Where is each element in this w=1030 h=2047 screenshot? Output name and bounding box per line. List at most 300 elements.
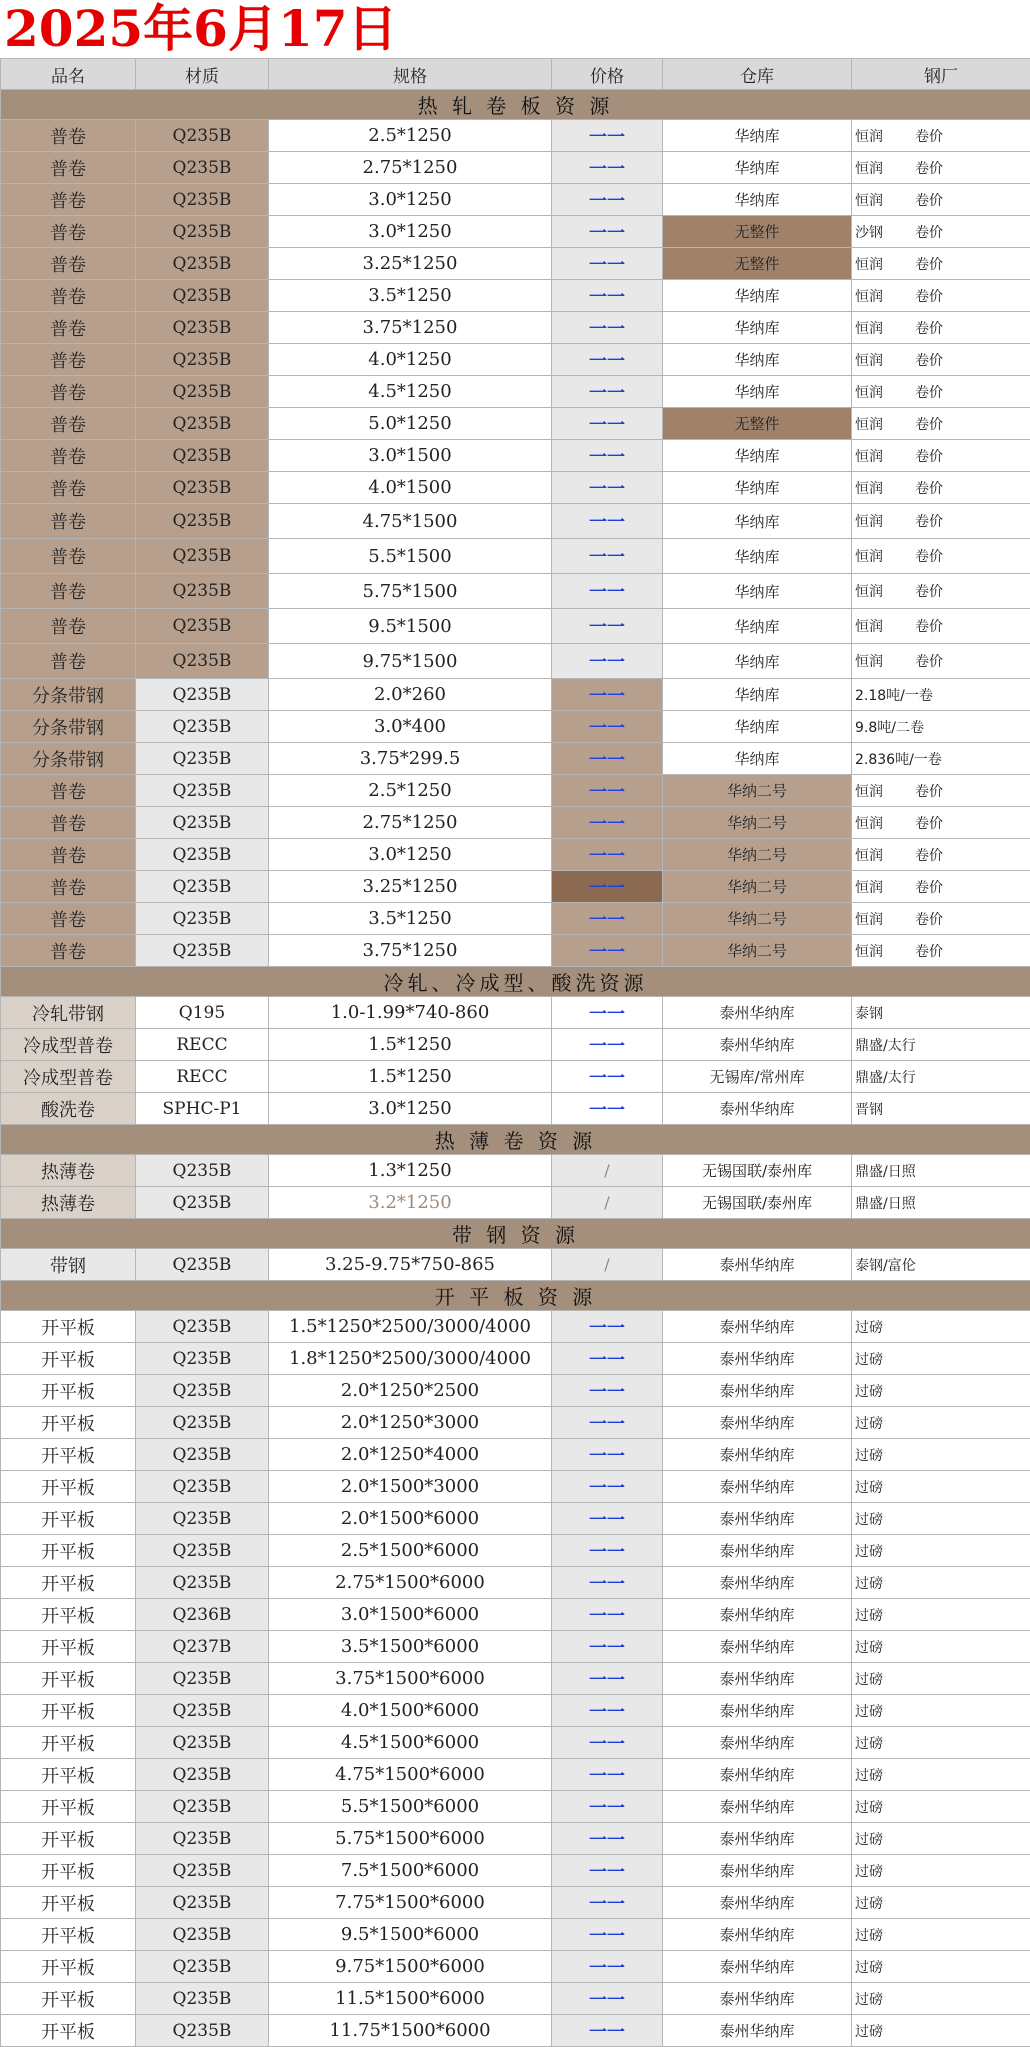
steel-mill-name: 过磅 [855, 1989, 915, 2009]
product-name-cell: 普卷 [1, 152, 136, 184]
material-cell: Q235B [136, 1471, 269, 1503]
warehouse-cell: 华纳库 [663, 184, 852, 216]
table-row [1, 679, 1030, 711]
product-name-cell: 普卷 [1, 216, 136, 248]
material-cell: Q235B [136, 1727, 269, 1759]
table-body [1, 59, 1030, 2047]
price-type-note: 卷价 [915, 880, 943, 896]
product-name-cell: 普卷 [1, 775, 136, 807]
table-row [1, 1375, 1030, 1407]
price-type-note: 卷价 [915, 514, 943, 530]
specification-cell: 3.25-9.75*750-865 [269, 1249, 552, 1281]
material-cell: Q235B [136, 574, 269, 609]
table-row [1, 440, 1030, 472]
warehouse-cell: 华纳库 [663, 152, 852, 184]
product-name-cell: 开平板 [1, 1855, 136, 1887]
steel-mill-cell [852, 574, 1030, 609]
warehouse-cell: 华纳库 [663, 743, 852, 775]
material-cell: Q235B [136, 807, 269, 839]
price-cell: 一一 [552, 935, 663, 967]
steel-mill-name: 过磅 [855, 1925, 915, 1945]
material-cell: Q235B [136, 472, 269, 504]
product-name-cell: 开平板 [1, 1919, 136, 1951]
steel-mill-cell [852, 1535, 1030, 1567]
steel-mill-cell [852, 679, 1030, 711]
table-row [1, 376, 1030, 408]
price-cell: 一一 [552, 344, 663, 376]
price-cell: 一一 [552, 997, 663, 1029]
price-cell: 一一 [552, 1983, 663, 2015]
warehouse-cell: 泰州华纳库 [663, 1663, 852, 1695]
price-cell: 一一 [552, 903, 663, 935]
price-cell: 一一 [552, 1823, 663, 1855]
material-cell: Q235B [136, 903, 269, 935]
price-cell: 一一 [552, 1535, 663, 1567]
steel-mill-name: 恒润 [855, 877, 915, 897]
product-name-cell: 开平板 [1, 1439, 136, 1471]
material-cell: Q235B [136, 679, 269, 711]
specification-cell: 3.0*1500 [269, 440, 552, 472]
warehouse-cell: 华纳库 [663, 344, 852, 376]
product-name-cell: 热薄卷 [1, 1187, 136, 1219]
warehouse-cell: 华纳二号 [663, 871, 852, 903]
steel-mill-cell [852, 1599, 1030, 1631]
product-name-cell: 开平板 [1, 1599, 136, 1631]
table-row [1, 312, 1030, 344]
specification-cell: 3.5*1250 [269, 280, 552, 312]
steel-mill-cell [852, 440, 1030, 472]
section-header-row [1, 1281, 1030, 1311]
steel-mill-cell [852, 184, 1030, 216]
warehouse-cell: 华纳二号 [663, 807, 852, 839]
steel-mill-cell [852, 248, 1030, 280]
product-name-cell: 酸洗卷 [1, 1093, 136, 1125]
price-type-note: 卷价 [915, 353, 943, 369]
price-type-note: 卷价 [915, 225, 943, 241]
table-row [1, 1093, 1030, 1125]
material-cell: Q235B [136, 839, 269, 871]
price-type-note: 卷价 [915, 584, 943, 600]
steel-mill-cell [852, 1155, 1030, 1187]
steel-mill-name: 过磅 [855, 1541, 915, 1561]
steel-mill-cell [852, 1439, 1030, 1471]
table-row [1, 1823, 1030, 1855]
material-cell: SPHC-P1 [136, 1093, 269, 1125]
steel-mill-name: 2.836吨/一卷 [855, 749, 915, 769]
price-cell: 一一 [552, 1791, 663, 1823]
material-cell: Q235B [136, 1759, 269, 1791]
warehouse-cell: 泰州华纳库 [663, 1631, 852, 1663]
warehouse-cell: 泰州华纳库 [663, 1471, 852, 1503]
price-cell: 一一 [552, 539, 663, 574]
warehouse-cell: 无锡国联/泰州库 [663, 1187, 852, 1219]
table-row [1, 903, 1030, 935]
steel-mill-cell [852, 539, 1030, 574]
price-cell: 一一 [552, 1631, 663, 1663]
material-cell: Q235B [136, 609, 269, 644]
price-cell: 一一 [552, 711, 663, 743]
price-cell: 一一 [552, 248, 663, 280]
steel-mill-cell [852, 644, 1030, 679]
table-row [1, 743, 1030, 775]
table-row [1, 839, 1030, 871]
product-name-cell: 开平板 [1, 1311, 136, 1343]
steel-mill-name: 恒润 [855, 126, 915, 146]
price-cell: 一一 [552, 120, 663, 152]
specification-cell: 3.5*1250 [269, 903, 552, 935]
steel-mill-name: 过磅 [855, 1381, 915, 1401]
steel-mill-name: 过磅 [855, 1413, 915, 1433]
price-cell: 一一 [552, 1887, 663, 1919]
price-cell: / [552, 1249, 663, 1281]
steel-mill-name: 恒润 [855, 813, 915, 833]
table-row [1, 1535, 1030, 1567]
steel-mill-name: 恒润 [855, 616, 915, 636]
steel-mill-cell [852, 1695, 1030, 1727]
price-cell: 一一 [552, 1759, 663, 1791]
specification-cell: 2.0*1250*3000 [269, 1407, 552, 1439]
price-cell: 一一 [552, 644, 663, 679]
specification-cell: 9.5*1500*6000 [269, 1919, 552, 1951]
steel-mill-name: 2.18吨/一卷 [855, 685, 915, 705]
specification-cell: 3.0*1250 [269, 184, 552, 216]
product-name-cell: 开平板 [1, 1503, 136, 1535]
material-cell: Q235B [136, 1663, 269, 1695]
material-cell: Q235B [136, 280, 269, 312]
specification-cell: 1.5*1250*2500/3000/4000 [269, 1311, 552, 1343]
table-row [1, 1599, 1030, 1631]
product-name-cell: 冷成型普卷 [1, 1061, 136, 1093]
specification-cell: 4.5*1500*6000 [269, 1727, 552, 1759]
steel-mill-cell [852, 1471, 1030, 1503]
material-cell: Q235B [136, 152, 269, 184]
steel-mill-name: 恒润 [855, 581, 915, 601]
product-name-cell: 普卷 [1, 807, 136, 839]
specification-cell: 3.0*1250 [269, 216, 552, 248]
table-row [1, 1631, 1030, 1663]
warehouse-cell: 泰州华纳库 [663, 1599, 852, 1631]
material-cell: Q235B [136, 248, 269, 280]
specification-cell: 3.0*1250 [269, 1093, 552, 1125]
material-cell: Q235B [136, 1791, 269, 1823]
warehouse-cell: 华纳库 [663, 711, 852, 743]
price-cell: 一一 [552, 152, 663, 184]
specification-cell: 3.25*1250 [269, 871, 552, 903]
steel-mill-name: 过磅 [855, 1445, 915, 1465]
price-cell: 一一 [552, 1311, 663, 1343]
steel-mill-name: 恒润 [855, 446, 915, 466]
steel-mill-cell [852, 1663, 1030, 1695]
table-row [1, 609, 1030, 644]
warehouse-cell: 华纳二号 [663, 903, 852, 935]
product-name-cell: 普卷 [1, 935, 136, 967]
material-cell: Q235B [136, 344, 269, 376]
specification-cell: 1.5*1250 [269, 1029, 552, 1061]
specification-cell: 1.3*1250 [269, 1155, 552, 1187]
steel-mill-name: 沙钢 [855, 222, 915, 242]
steel-mill-name: 泰钢 [855, 1003, 915, 1023]
product-name-cell: 普卷 [1, 472, 136, 504]
warehouse-cell: 华纳库 [663, 472, 852, 504]
product-name-cell: 开平板 [1, 1375, 136, 1407]
price-type-note: 卷价 [915, 654, 943, 670]
price-cell: 一一 [552, 743, 663, 775]
header-price: 价格 [552, 59, 663, 90]
price-cell: 一一 [552, 1029, 663, 1061]
product-name-cell: 开平板 [1, 1567, 136, 1599]
table-row [1, 1759, 1030, 1791]
material-cell: Q235B [136, 184, 269, 216]
product-name-cell: 普卷 [1, 344, 136, 376]
product-name-cell: 分条带钢 [1, 711, 136, 743]
price-cell: 一一 [552, 376, 663, 408]
section-header-row [1, 1219, 1030, 1249]
material-cell: Q235B [136, 539, 269, 574]
steel-mill-cell [852, 504, 1030, 539]
table-row [1, 1061, 1030, 1093]
steel-mill-name: 恒润 [855, 286, 915, 306]
price-type-note: 卷价 [915, 161, 943, 177]
material-cell: Q235B [136, 1567, 269, 1599]
section-title: 冷轧、冷成型、酸洗资源 [1, 967, 1030, 997]
header-material: 材质 [136, 59, 269, 90]
material-cell: Q235B [136, 1311, 269, 1343]
steel-mill-name: 过磅 [855, 1669, 915, 1689]
product-name-cell: 带钢 [1, 1249, 136, 1281]
warehouse-cell: 泰州华纳库 [663, 1855, 852, 1887]
product-name-cell: 普卷 [1, 609, 136, 644]
steel-mill-name: 鼎盛/太行 [855, 1035, 915, 1055]
specification-cell: 2.5*1500*6000 [269, 1535, 552, 1567]
section-header-row [1, 90, 1030, 120]
header-warehouse: 仓库 [663, 59, 852, 90]
warehouse-cell: 泰州华纳库 [663, 1407, 852, 1439]
steel-mill-cell [852, 871, 1030, 903]
specification-cell: 1.0-1.99*740-860 [269, 997, 552, 1029]
material-cell: Q235B [136, 1343, 269, 1375]
table-row [1, 775, 1030, 807]
table-row [1, 1471, 1030, 1503]
steel-mill-name: 过磅 [855, 1605, 915, 1625]
steel-mill-name: 过磅 [855, 2021, 915, 2041]
product-name-cell: 普卷 [1, 504, 136, 539]
product-name-cell: 普卷 [1, 574, 136, 609]
specification-cell: 2.0*1500*3000 [269, 1471, 552, 1503]
steel-mill-name: 恒润 [855, 414, 915, 434]
price-cell: 一一 [552, 1951, 663, 1983]
steel-mill-cell [852, 997, 1030, 1029]
table-row [1, 997, 1030, 1029]
product-name-cell: 热薄卷 [1, 1155, 136, 1187]
table-row [1, 1567, 1030, 1599]
product-name-cell: 开平板 [1, 1471, 136, 1503]
warehouse-cell: 无锡库/常州库 [663, 1061, 852, 1093]
specification-cell: 11.5*1500*6000 [269, 1983, 552, 2015]
steel-mill-name: 过磅 [855, 1349, 915, 1369]
steel-mill-cell [852, 1983, 1030, 2015]
product-name-cell: 分条带钢 [1, 743, 136, 775]
specification-cell: 4.5*1250 [269, 376, 552, 408]
steel-mill-name: 过磅 [855, 1733, 915, 1753]
table-row [1, 1311, 1030, 1343]
warehouse-cell: 泰州华纳库 [663, 1503, 852, 1535]
section-title: 热 薄 卷 资 源 [1, 1125, 1030, 1155]
price-cell: 一一 [552, 440, 663, 472]
steel-inventory-table [0, 58, 1030, 2047]
steel-mill-name: 恒润 [855, 190, 915, 210]
table-row [1, 1343, 1030, 1375]
price-cell: 一一 [552, 1343, 663, 1375]
warehouse-cell: 华纳库 [663, 120, 852, 152]
table-row [1, 1187, 1030, 1219]
steel-mill-cell [852, 1919, 1030, 1951]
warehouse-cell: 泰州华纳库 [663, 1249, 852, 1281]
product-name-cell: 开平板 [1, 2015, 136, 2047]
header-product-name: 品名 [1, 59, 136, 90]
material-cell: Q235B [136, 120, 269, 152]
steel-mill-name: 晋钢 [855, 1099, 915, 1119]
steel-mill-name: 恒润 [855, 511, 915, 531]
steel-mill-name: 过磅 [855, 1765, 915, 1785]
specification-cell: 1.8*1250*2500/3000/4000 [269, 1343, 552, 1375]
table-row [1, 1791, 1030, 1823]
specification-cell: 2.75*1250 [269, 152, 552, 184]
table-row [1, 152, 1030, 184]
steel-mill-name: 过磅 [855, 1317, 915, 1337]
material-cell: RECC [136, 1029, 269, 1061]
warehouse-cell: 华纳库 [663, 440, 852, 472]
warehouse-cell: 泰州华纳库 [663, 1695, 852, 1727]
warehouse-cell: 泰州华纳库 [663, 1823, 852, 1855]
material-cell: Q235B [136, 1855, 269, 1887]
steel-mill-cell [852, 935, 1030, 967]
price-cell: 一一 [552, 1695, 663, 1727]
steel-mill-cell [852, 1407, 1030, 1439]
steel-mill-cell [852, 1791, 1030, 1823]
price-cell: 一一 [552, 807, 663, 839]
material-cell: Q235B [136, 216, 269, 248]
product-name-cell: 普卷 [1, 120, 136, 152]
warehouse-cell: 泰州华纳库 [663, 1919, 852, 1951]
product-name-cell: 开平板 [1, 1631, 136, 1663]
specification-cell: 3.0*1500*6000 [269, 1599, 552, 1631]
price-cell: 一一 [552, 775, 663, 807]
price-type-note: 卷价 [915, 912, 943, 928]
specification-cell: 1.5*1250 [269, 1061, 552, 1093]
specification-cell: 2.5*1250 [269, 120, 552, 152]
product-name-cell: 普卷 [1, 312, 136, 344]
table-row [1, 1155, 1030, 1187]
steel-mill-name: 恒润 [855, 781, 915, 801]
specification-cell: 5.75*1500*6000 [269, 1823, 552, 1855]
specification-cell: 3.75*1500*6000 [269, 1663, 552, 1695]
product-name-cell: 普卷 [1, 408, 136, 440]
material-cell: Q235B [136, 2015, 269, 2047]
table-row [1, 280, 1030, 312]
product-name-cell: 普卷 [1, 280, 136, 312]
specification-cell: 2.5*1250 [269, 775, 552, 807]
specification-cell: 2.0*1250*4000 [269, 1439, 552, 1471]
specification-cell: 3.0*400 [269, 711, 552, 743]
material-cell: Q235B [136, 1155, 269, 1187]
steel-mill-cell [852, 609, 1030, 644]
price-type-note: 卷价 [915, 784, 943, 800]
product-name-cell: 普卷 [1, 184, 136, 216]
specification-cell: 5.5*1500*6000 [269, 1791, 552, 1823]
price-cell: 一一 [552, 1471, 663, 1503]
header-specification: 规格 [269, 59, 552, 90]
steel-mill-name: 鼎盛/太行 [855, 1067, 915, 1087]
specification-cell: 3.0*1250 [269, 839, 552, 871]
specification-cell: 2.0*1500*6000 [269, 1503, 552, 1535]
price-cell: 一一 [552, 839, 663, 871]
specification-cell: 4.0*1250 [269, 344, 552, 376]
product-name-cell: 普卷 [1, 539, 136, 574]
price-cell: 一一 [552, 216, 663, 248]
warehouse-cell: 泰州华纳库 [663, 1029, 852, 1061]
price-type-note: 卷价 [915, 449, 943, 465]
material-cell: Q235B [136, 1887, 269, 1919]
price-type-note: 卷价 [915, 257, 943, 273]
warehouse-cell: 华纳库 [663, 312, 852, 344]
steel-mill-cell [852, 1567, 1030, 1599]
product-name-cell: 冷成型普卷 [1, 1029, 136, 1061]
steel-mill-name: 恒润 [855, 254, 915, 274]
specification-cell: 9.5*1500 [269, 609, 552, 644]
table-row [1, 1855, 1030, 1887]
price-cell: 一一 [552, 472, 663, 504]
steel-mill-cell [852, 1061, 1030, 1093]
product-name-cell: 普卷 [1, 376, 136, 408]
price-type-note: 卷价 [915, 481, 943, 497]
steel-mill-name: 恒润 [855, 158, 915, 178]
warehouse-cell: 华纳库 [663, 280, 852, 312]
product-name-cell: 开平板 [1, 1407, 136, 1439]
specification-cell: 3.5*1500*6000 [269, 1631, 552, 1663]
material-cell: Q235B [136, 1503, 269, 1535]
price-cell: 一一 [552, 1061, 663, 1093]
price-type-note: 卷价 [915, 816, 943, 832]
warehouse-cell: 华纳库 [663, 679, 852, 711]
steel-mill-cell [852, 1823, 1030, 1855]
material-cell: Q235B [136, 1375, 269, 1407]
warehouse-cell: 华纳库 [663, 376, 852, 408]
steel-mill-cell [852, 376, 1030, 408]
material-cell: Q235B [136, 1187, 269, 1219]
table-row [1, 408, 1030, 440]
material-cell: Q235B [136, 1535, 269, 1567]
price-cell: 一一 [552, 609, 663, 644]
material-cell: Q195 [136, 997, 269, 1029]
specification-cell: 2.75*1500*6000 [269, 1567, 552, 1599]
steel-mill-name: 恒润 [855, 318, 915, 338]
warehouse-cell: 泰州华纳库 [663, 1375, 852, 1407]
warehouse-cell: 华纳二号 [663, 775, 852, 807]
table-row [1, 871, 1030, 903]
material-cell: Q235B [136, 1983, 269, 2015]
price-cell: 一一 [552, 504, 663, 539]
price-cell: 一一 [552, 1855, 663, 1887]
warehouse-cell: 泰州华纳库 [663, 1983, 852, 2015]
steel-mill-cell [852, 1727, 1030, 1759]
steel-mill-cell [852, 312, 1030, 344]
table-row [1, 1029, 1030, 1061]
warehouse-cell: 泰州华纳库 [663, 1791, 852, 1823]
price-cell: 一一 [552, 1093, 663, 1125]
warehouse-cell: 泰州华纳库 [663, 1887, 852, 1919]
specification-cell: 3.75*299.5 [269, 743, 552, 775]
table-row [1, 216, 1030, 248]
